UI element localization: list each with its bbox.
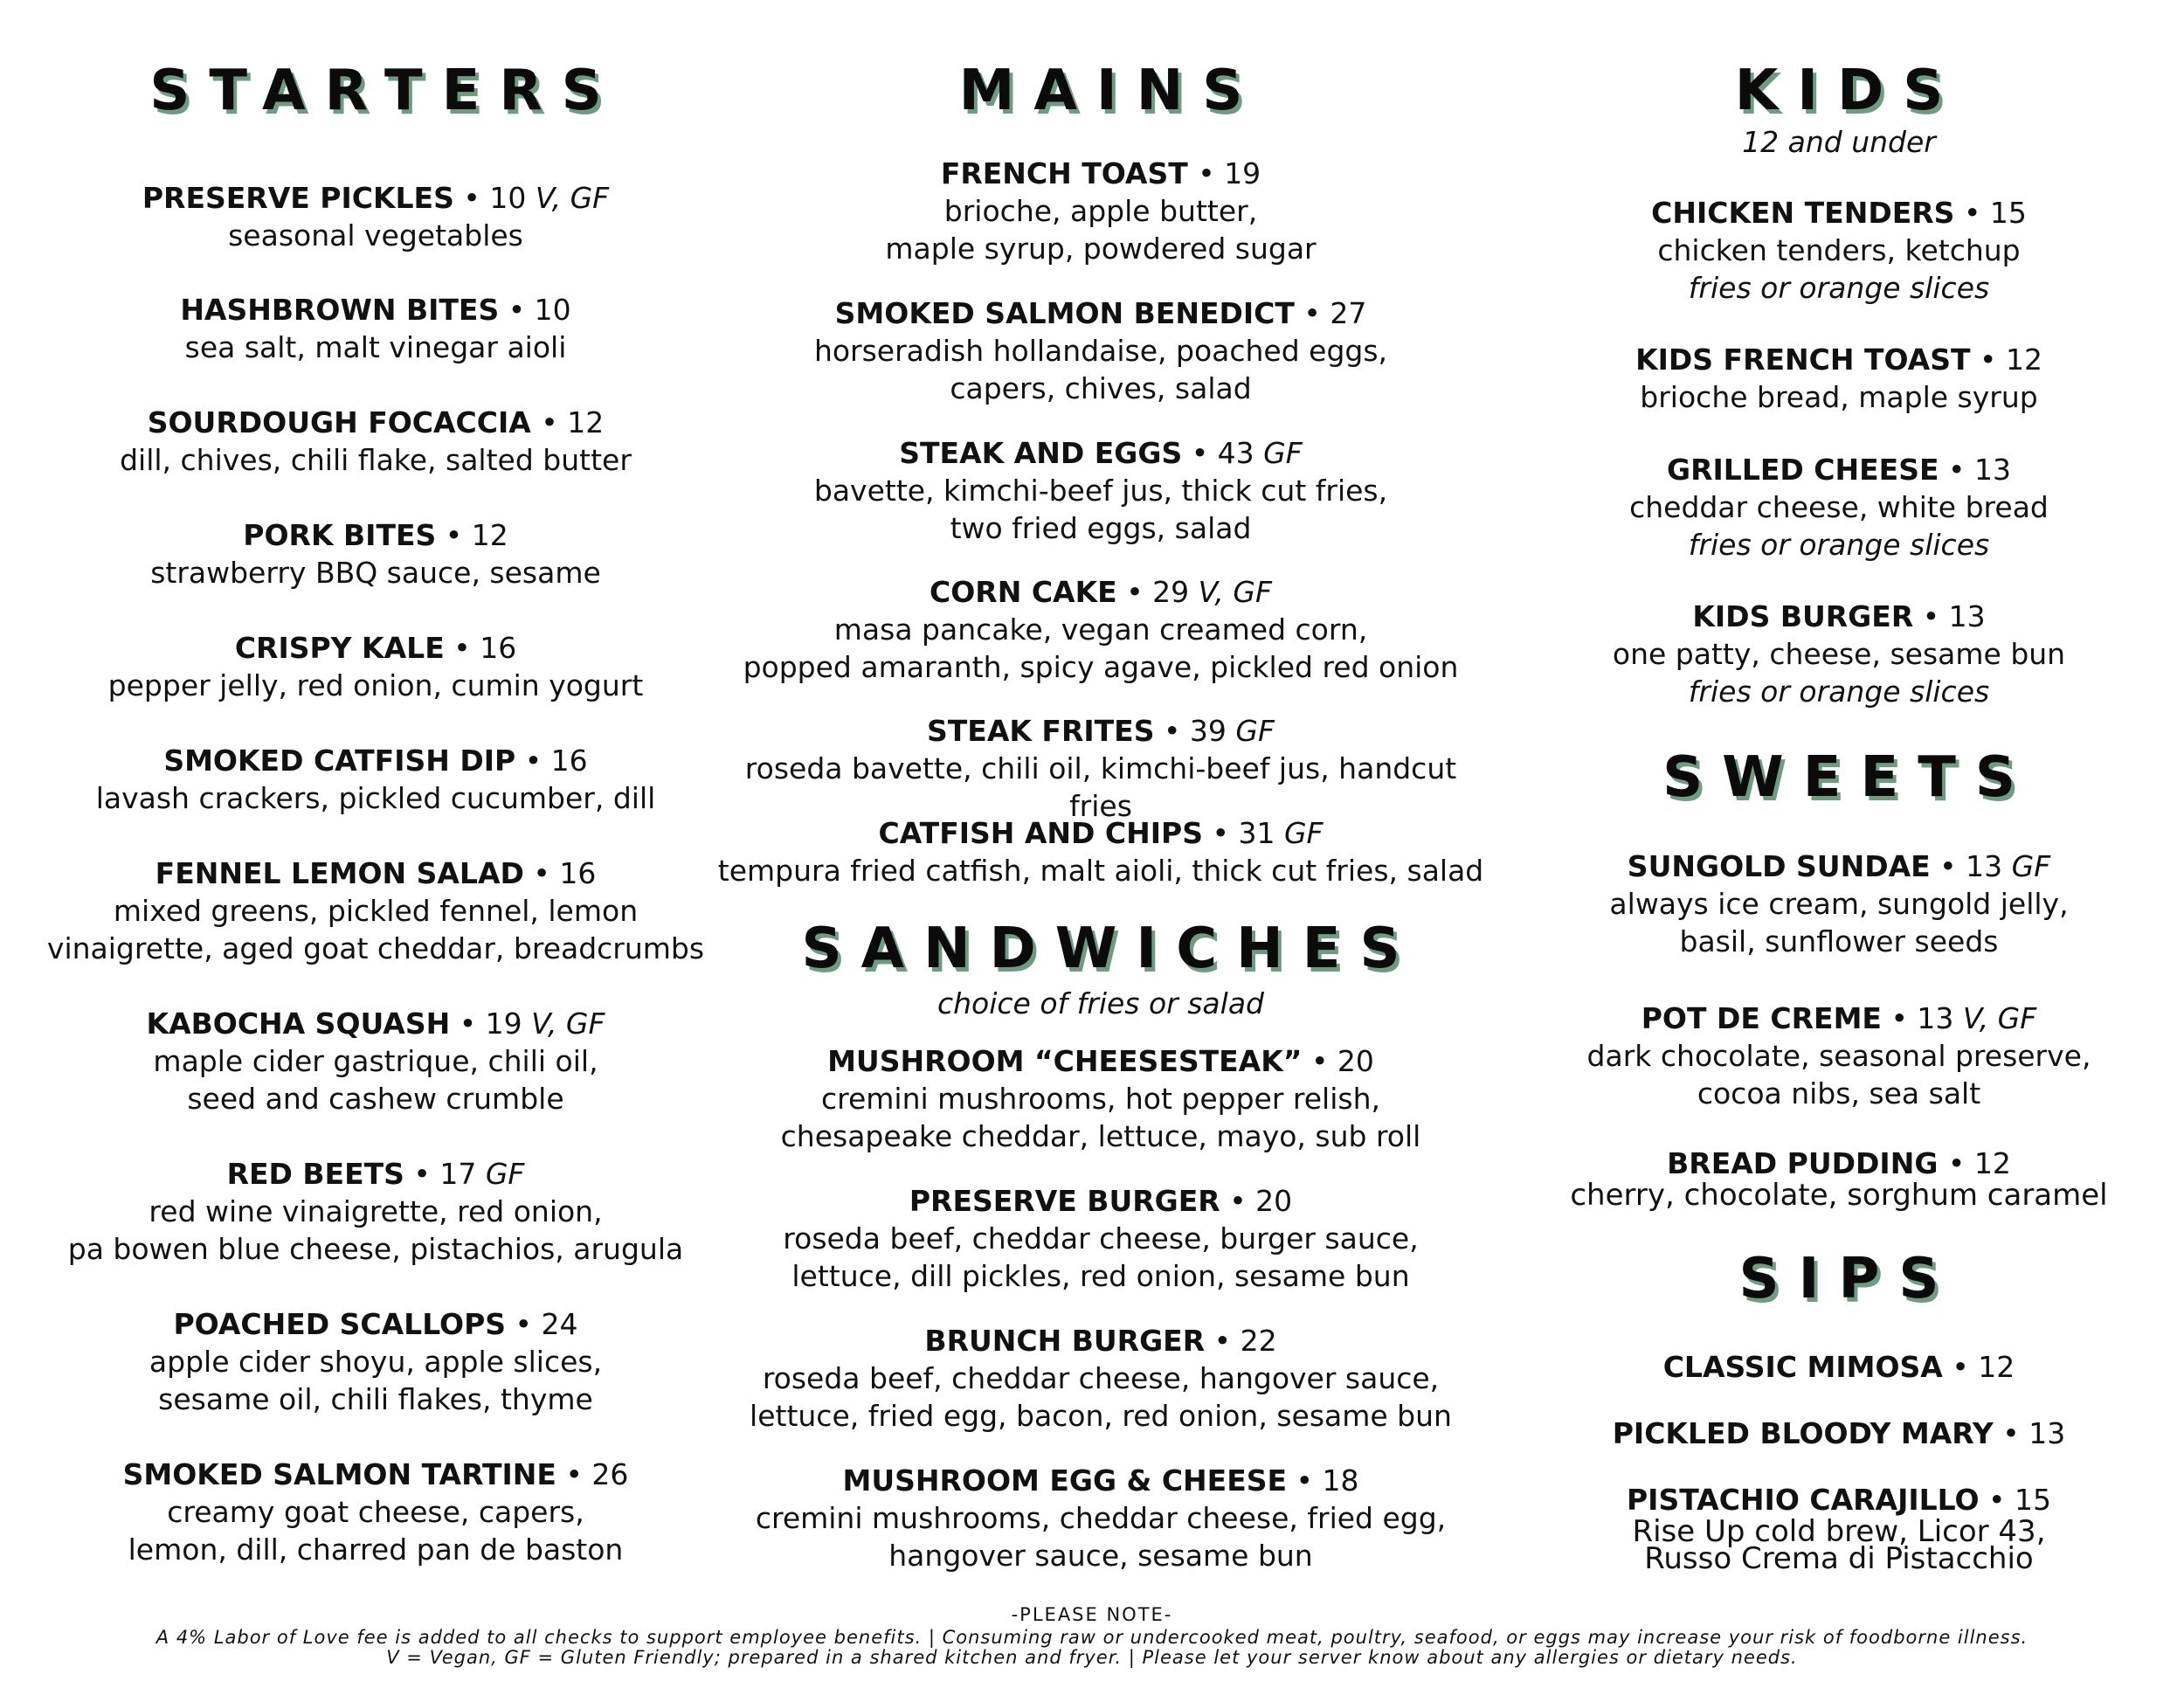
menu-item xyxy=(1551,341,2127,416)
menu-item xyxy=(26,1305,725,1418)
item-name: SMOKED CATFISH DIP xyxy=(163,744,516,778)
item-tags: V, GF xyxy=(1198,575,1272,609)
menu-item xyxy=(1551,1145,2127,1213)
sweets-heading: SWEETS xyxy=(1662,745,2035,810)
item-price: • 29 xyxy=(1116,575,1199,609)
item-description: dark chocolate, seasonal preserve, cocoa nibs, sea salt xyxy=(1586,1039,2091,1110)
item-price: • 18 xyxy=(1287,1463,1359,1498)
item-description: red wine vinaigrette, red onion, pa bowen blue cheese, pistachios, arugula xyxy=(67,1194,684,1266)
item-price: • 15 xyxy=(1954,196,2027,230)
menu-item xyxy=(1551,1481,2127,1576)
menu-item xyxy=(26,1155,725,1268)
item-description: sea salt, malt vinegar aioli xyxy=(184,330,567,364)
item-description: chicken tenders, ketchup xyxy=(1657,233,2021,267)
item-name: RED BEETS xyxy=(226,1157,404,1191)
item-name: STEAK FRITES xyxy=(927,714,1155,748)
item-price: • 12 xyxy=(1970,342,2042,377)
menu-item xyxy=(26,516,725,591)
item-name: CRISPY KALE xyxy=(234,631,445,665)
menu-item xyxy=(26,1456,725,1568)
menu-item xyxy=(1551,1000,2127,1112)
menu-item xyxy=(716,1462,1485,1574)
menu-item xyxy=(716,1042,1485,1155)
sandwiches-heading: SANDWICHES xyxy=(801,917,1420,981)
item-name: SMOKED SALMON BENEDICT xyxy=(834,296,1295,330)
item-name: STEAK AND EGGS xyxy=(899,436,1183,470)
item-price: • 31 xyxy=(1203,816,1284,850)
item-description: horseradish hollandaise, poached eggs, capers, chives, salad xyxy=(813,334,1388,405)
item-description: Rise Up cold brew, Licor 43, Russo Crema di Pistacchio xyxy=(1632,1514,2046,1576)
item-price: • 27 xyxy=(1294,296,1367,330)
item-price: • 15 xyxy=(1979,1483,2051,1517)
item-price: • 24 xyxy=(506,1307,578,1341)
menu-item xyxy=(1551,1415,2127,1452)
item-tags: GF xyxy=(1235,714,1275,748)
starters-heading: STARTERS xyxy=(149,59,621,123)
item-side-note: fries or orange slices xyxy=(1688,528,1990,562)
item-name: SOURDOUGH FOCACCIA xyxy=(147,405,542,439)
item-price: • 10 xyxy=(499,293,571,327)
item-description: pepper jelly, red onion, cumin yogurt xyxy=(107,668,644,702)
menu-item xyxy=(26,404,725,479)
item-description: lavash crackers, pickled cucumber, dill xyxy=(95,781,656,815)
item-description: masa pancake, vegan creamed corn, popped amaranth, spicy agave, pickled red onion xyxy=(743,612,1459,684)
item-tags: GF xyxy=(485,1157,525,1191)
item-price: • 10 xyxy=(453,181,536,215)
item-description: one patty, cheese, sesame bun xyxy=(1612,637,2066,671)
item-tags: V, GF xyxy=(531,1007,605,1041)
item-description: bavette, kimchi-beef jus, thick cut fries, two fried eggs, salad xyxy=(813,474,1388,545)
item-tags: V, GF xyxy=(1962,1001,2037,1035)
menu-item xyxy=(716,1182,1485,1295)
item-price: • 13 xyxy=(1881,1001,1963,1035)
item-description: creamy goat cheese, capers, lemon, dill, charred pan de baston xyxy=(128,1495,624,1567)
item-name: CORN CAKE xyxy=(930,575,1117,609)
item-description: seasonal vegetables xyxy=(228,218,523,253)
item-description: cherry, chocolate, sorghum caramel xyxy=(1570,1178,2108,1213)
item-price: • 19 xyxy=(450,1007,532,1041)
item-name: KABOCHA SQUASH xyxy=(146,1007,451,1041)
item-side-note: fries or orange slices xyxy=(1688,271,1990,305)
menu-item xyxy=(26,1005,725,1117)
item-price: • 26 xyxy=(556,1457,629,1491)
menu-item xyxy=(716,434,1485,547)
item-price: • 20 xyxy=(1302,1044,1374,1078)
item-name: KIDS FRENCH TOAST xyxy=(1635,342,1971,377)
item-name: HASHBROWN BITES xyxy=(180,293,500,327)
item-price: • 39 xyxy=(1154,714,1236,748)
item-name: POACHED SCALLOPS xyxy=(173,1307,507,1341)
item-price: • 22 xyxy=(1205,1324,1277,1358)
menu-item xyxy=(1551,1348,2127,1386)
item-price: • 12 xyxy=(1947,1146,2011,1180)
item-name: KIDS BURGER xyxy=(1692,599,1914,633)
menu-item xyxy=(26,179,725,254)
item-name: GRILLED CHEESE xyxy=(1667,453,1939,487)
item-price: • 13 xyxy=(1939,453,2011,487)
item-price: • 17 xyxy=(404,1157,486,1191)
item-name: CHICKEN TENDERS xyxy=(1651,196,1955,230)
item-description: tempura fried catfish, malt aioli, thick cut fries, salad xyxy=(717,854,1484,888)
kids-subtitle: 12 and under xyxy=(1742,125,1936,159)
item-description: cremini mushrooms, hot pepper relish, chesapeake cheddar, lettuce, mayo, sub roll xyxy=(780,1082,1421,1153)
item-description: roseda beef, cheddar cheese, burger sauce, lettuce, dill pickles, red onion, sesame bun xyxy=(783,1221,1419,1293)
item-price: • 13 xyxy=(1930,849,2012,883)
menu-item xyxy=(1551,847,2127,960)
menu-item xyxy=(716,294,1485,407)
menu-item xyxy=(1551,451,2127,564)
item-tags: GF xyxy=(1263,436,1303,470)
item-description: mixed greens, pickled fennel, lemon vinaigrette, aged goat cheddar, breadcrumbs xyxy=(46,894,705,965)
menu-item xyxy=(1551,598,2127,710)
menu-item xyxy=(26,854,725,967)
item-price: • 20 xyxy=(1220,1184,1293,1218)
menu-item xyxy=(26,629,725,704)
item-name: CATFISH AND CHIPS xyxy=(878,816,1203,850)
item-name: PICKLED BLOODY MARY xyxy=(1612,1416,1994,1450)
menu-item xyxy=(26,742,725,817)
sips-heading: SIPS xyxy=(1738,1247,1959,1311)
item-price: • 12 xyxy=(541,405,605,439)
sandwiches-subtitle: choice of fries or salad xyxy=(937,986,1264,1020)
mains-heading: MAINS xyxy=(958,59,1262,123)
item-name: SMOKED SALMON TARTINE xyxy=(122,1457,556,1491)
item-price: • 19 xyxy=(1198,156,1261,190)
item-price: • 16 xyxy=(523,856,597,890)
item-name: PRESERVE BURGER xyxy=(909,1184,1220,1218)
menu-item xyxy=(716,814,1485,889)
item-name: PRESERVE PICKLES xyxy=(142,181,454,215)
item-price: • 12 xyxy=(436,518,508,552)
item-description: dill, chives, chili flake, salted butter xyxy=(120,443,632,477)
menu-item xyxy=(716,712,1485,825)
item-side-note: fries or orange slices xyxy=(1688,675,1990,709)
item-description: always ice cream, sungold jelly, basil, sunflower seeds xyxy=(1609,887,2069,958)
footer-title: -PLEASE NOTE- xyxy=(1011,1604,1173,1625)
item-name: SUNGOLD SUNDAE xyxy=(1627,849,1931,883)
item-name: FRENCH TOAST xyxy=(940,156,1199,190)
kids-heading: KIDS xyxy=(1734,59,1963,123)
item-description: cheddar cheese, white bread xyxy=(1629,490,2049,524)
item-name: PISTACHIO CARAJILLO xyxy=(1626,1483,1980,1517)
item-name: POT DE CREME xyxy=(1641,1001,1882,1035)
item-price: • 13 xyxy=(1913,599,1986,633)
item-description: maple cider gastrique, chili oil, seed and cashew crumble xyxy=(153,1044,598,1116)
footer-line-2: V = Vegan, GF = Gluten Friendly; prepared in a shared kitchen and fryer. | Please let your server know about any allergies or dietary needs. xyxy=(386,1647,1798,1668)
menu-item xyxy=(716,1322,1485,1435)
item-price: • 43 xyxy=(1182,436,1264,470)
item-description: roseda beef, cheddar cheese, hangover sauce, lettuce, fried egg, bacon, red onion, sesame bun xyxy=(750,1361,1452,1433)
item-name: PORK BITES xyxy=(243,518,437,552)
item-name: FENNEL LEMON SALAD xyxy=(155,856,524,890)
item-name: CLASSIC MIMOSA xyxy=(1662,1350,1943,1384)
item-name: MUSHROOM “CHEESESTEAK” xyxy=(827,1044,1303,1078)
item-tags: V, GF xyxy=(535,181,610,215)
item-name: BRUNCH BURGER xyxy=(924,1324,1206,1358)
item-price: • 16 xyxy=(444,631,517,665)
footer-line-1: A 4% Labor of Love fee is added to all checks to support employee benefits. | Consuming raw or undercooked meat, poultry, seafood, or eggs may increase your risk of foodborne illness. xyxy=(156,1627,2028,1648)
item-name: MUSHROOM EGG & CHEESE xyxy=(842,1463,1288,1498)
item-tags: GF xyxy=(1283,816,1324,850)
item-price: • 16 xyxy=(515,744,588,778)
item-description: roseda bavette, chili oil, kimchi-beef jus, handcut fries xyxy=(744,751,1457,823)
menu-item xyxy=(1551,194,2127,307)
item-description: apple cider shoyu, apple slices, sesame oil, chili flakes, thyme xyxy=(149,1345,603,1416)
item-price: • 13 xyxy=(1993,1416,2066,1450)
item-price: • 12 xyxy=(1942,1350,2015,1384)
item-description: brioche bread, maple syrup xyxy=(1640,380,2038,414)
menu-item xyxy=(716,155,1485,267)
item-tags: GF xyxy=(2011,849,2051,883)
menu-item xyxy=(716,573,1485,686)
menu-item xyxy=(26,291,725,366)
item-description: brioche, apple butter, maple syrup, powdered sugar xyxy=(885,194,1317,266)
item-name: BREAD PUDDING xyxy=(1667,1146,1948,1180)
item-description: strawberry BBQ sauce, sesame xyxy=(150,556,601,590)
item-description: cremini mushrooms, cheddar cheese, fried egg, hangover sauce, sesame bun xyxy=(755,1501,1447,1573)
